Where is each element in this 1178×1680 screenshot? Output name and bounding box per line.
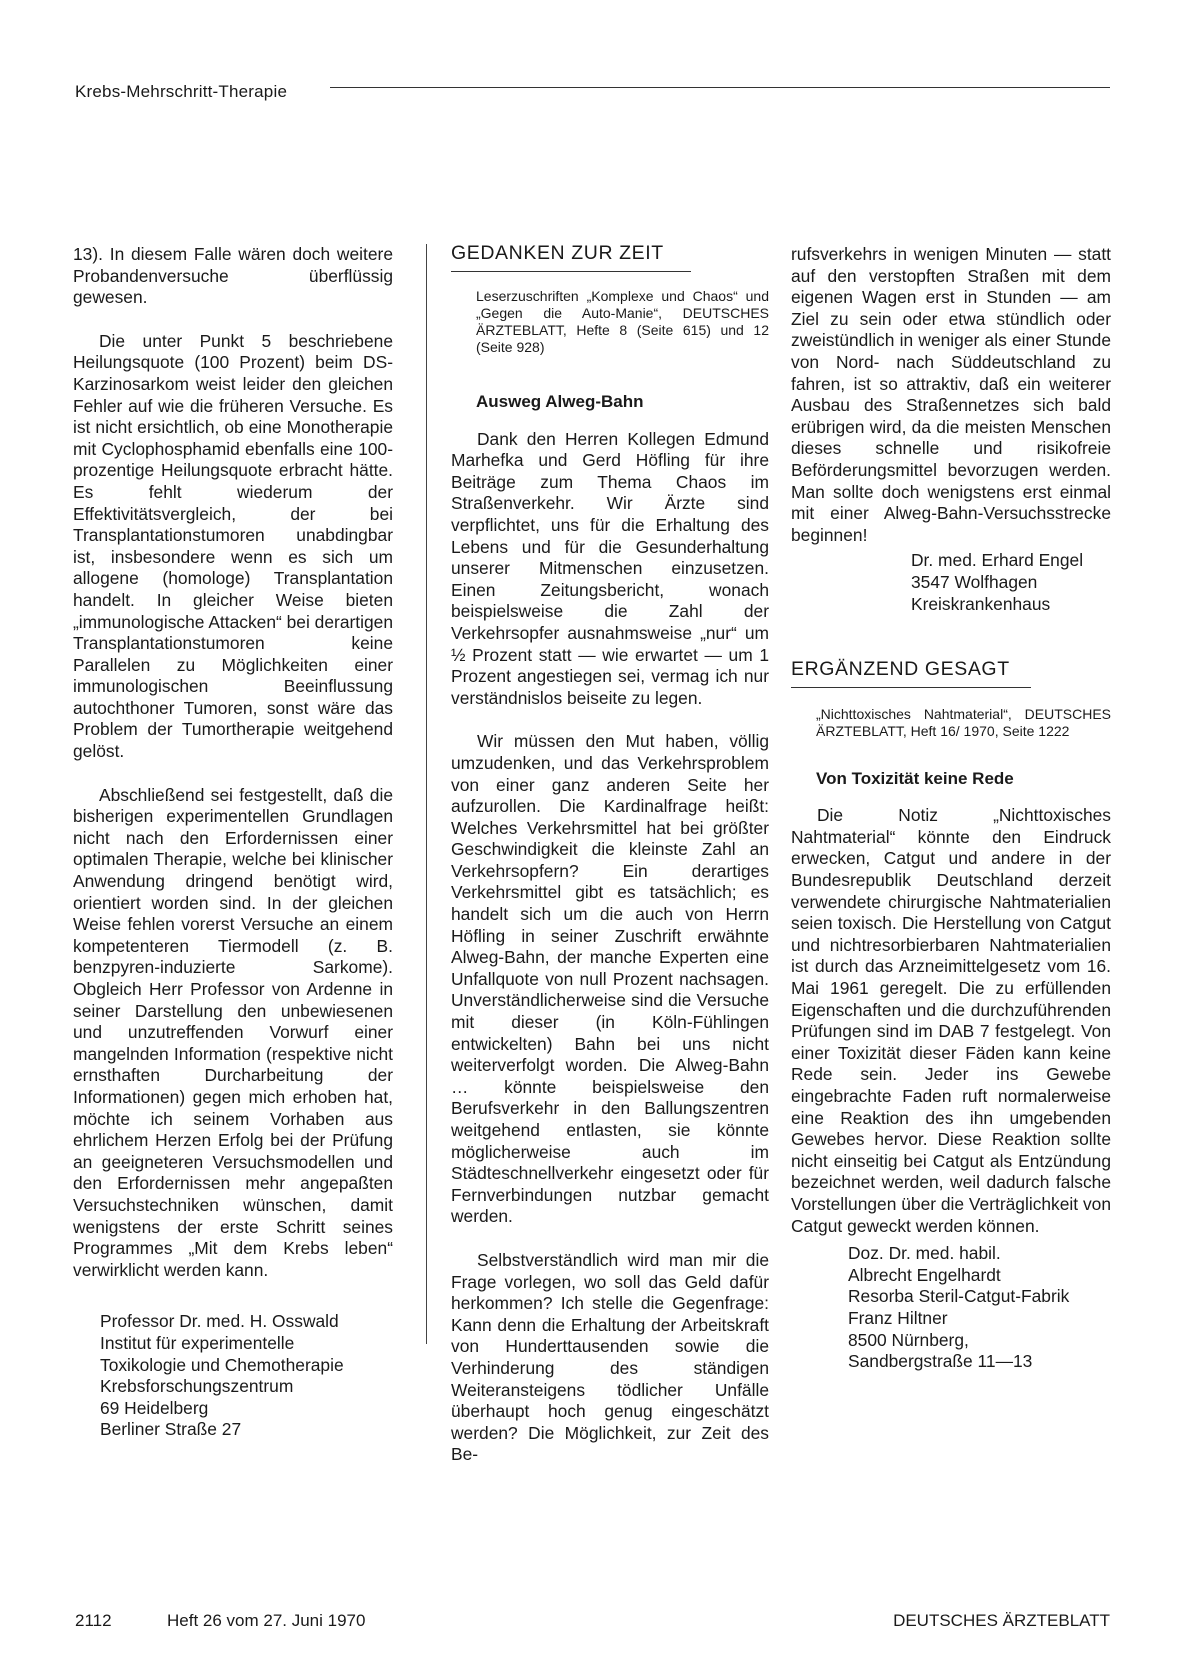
author-signature-osswald xyxy=(73,1311,393,1441)
signature-line: Toxikologie und Chemotherapie xyxy=(100,1354,344,1375)
col3-paragraph: Die Notiz „Nichttoxisches Nahtmaterial“ könnte den Eindruck erwecken, Catgut und andere in der Bundesrepublik Deutschland derzeit verwendete chirurgische Nahtmaterialien seien toxisch. Die Herstellung von Catgut und nichtresorbierbaren Nahtmaterialien ist durch das Arzneimittelgesetz vom 16. Mai 1961 geregelt. Die zu erfüllenden Eigenschaften und die durchzuführenden Prüfungen sind im DAB 7 festgelegt. Von einer Toxizität dieser Fäden kann keine Rede sein. Jeder ins Gewebe eingebrachte Faden ruft normalerweise eine Reaktion des ihn umgebenden Gewebes hervor. Diese Reaktion sollte nicht einseitig bei Catgut als Entzündung bezeichnet werden, weil dadurch falsche Vorstellungen über die Verträglichkeit von Catgut geweckt werden können. xyxy=(791,805,1111,1236)
article-subheading: Ausweg Alweg-Bahn xyxy=(476,392,644,411)
col2-paragraph: Selbstverständlich wird man mir die Frage vorlegen, wo soll das Geld dafür herkommen? Ich stelle die Gegenfrage: Kann denn die Erhaltung der Arbeitskraft von Hunderttausenden sowie die Verhinderung des ständigen Weiteransteigens tödlicher Unfälle überhaupt hoch genug eingeschätzt werden? Die Möglichkeit, zur Zeit des Be- xyxy=(451,1249,769,1465)
signature-line: Institut für experimentelle xyxy=(100,1332,295,1353)
reference-note: „Nichttoxisches Nahtmaterial“, DEUTSCHES ÄRZTEBLATT, Heft 16/ 1970, Seite 1222 xyxy=(816,705,1111,739)
col1-paragraph: Die unter Punkt 5 beschriebene Heilungsquote (100 Prozent) beim DS-Karzinosarkom weist leider den gleichen Fehler auf wie die früheren Versuche. Es ist nicht ersichtlich, ob eine Monotherapie mit Cyclophosphamid ebenfalls eine 100-prozentige Heilungsquote erbracht hätte. Es fehlt wiederum der Effektivitätsvergleich, der bei Transplantationstumoren unabdingbar ist, insbesondere wenn es sich um allogene (homologe) Transplantation handelt. In gleicher Weise bieten „immunologische Attacken“ bei derartigen Transplantationstumoren keine Parallelen zu Möglichkeiten einer immunologischen Beeinflussung autochthoner Tumoren, sonst wäre das Problem der Tumortherapie weitgehend gelöst. xyxy=(73,330,393,762)
signature-line: 8500 Nürnberg, xyxy=(848,1329,969,1350)
article-subheading: Von Toxizität keine Rede xyxy=(816,768,1014,788)
col3-paragraph: rufsverkehrs in wenigen Minuten — statt auf den verstopften Straßen mit dem eigenen Wagen erst in Stunden — am Ziel zu sein oder etwa stündlich oder zweistündlich in weniger als einer Stunde von Nord- nach Süddeutschland zu fahren, ist so attraktiv, daß ein weiterer Ausbau des Straßennetzes sich bald erübrigen wird, da die meisten Menschen dieses schnelle und risikofreie Beförderungsmittel bevorzugen werden. Man sollte doch wenigstens erst einmal mit einer Alweg-Bahn-Versuchsstrecke beginnen! xyxy=(791,244,1111,545)
author-signature-engel xyxy=(791,550,1111,615)
page-number: 2112 xyxy=(75,1611,112,1630)
column-divider xyxy=(426,244,427,1344)
col1-paragraph: 13). In diesem Falle wären doch weitere Probandenversuche überflüssig gewesen. xyxy=(73,244,393,308)
signature-line: Franz Hiltner xyxy=(848,1307,948,1328)
signature-line: Resorba Steril-Catgut-Fabrik xyxy=(848,1286,1070,1307)
running-header: Krebs-Mehrschritt-Therapie xyxy=(75,82,288,101)
signature-line: Dr. med. Erhard Engel xyxy=(911,550,1084,571)
col2-paragraph: Wir müssen den Mut haben, völlig umzudenken, und das Verkehrsproblem von einer ganz anderen Seite her aufzurollen. Die Kardinalfrage heißt: Welches Verkehrsmittel hat bei größter Geschwindigkeit die kleinste Zahl an Verkehrsopfern? Ein derartiges Verkehrsmittel gibt es tatsächlich; es handelt sich um die auch von Herrn Höfling in seiner Zuschrift erwähnte Alweg-Bahn, der manche Experten eine Unfallquote von null Prozent nachsagen. Unverständlicherweise sind die Versuche mit dieser (in Köln-Fühlingen entwickelten) Bahn bei uns nicht weiterverfolgt worden. Die Alweg-Bahn … könnte beispielsweise den Berufsverkehr in den Ballungszentren weitgehend entlasten, sie könnte möglicherweise auch im Städteschnellverkehr eingesetzt oder für Fernverbindungen nutzbar gemacht werden. xyxy=(451,731,769,1227)
section-title-gedanken: GEDANKEN ZUR ZEIT xyxy=(451,242,664,264)
section-rule xyxy=(791,687,1031,688)
signature-line: Albrecht Engelhardt xyxy=(848,1264,1001,1285)
column-1 xyxy=(73,244,393,1441)
col2-paragraph: Dank den Herren Kollegen Edmund Marhefka und Gerd Höfling für ihre Beiträge zum Thema Chaos im Straßenverkehr. Wir Ärzte sind verpflichtet, uns für die Erhaltung des Lebens und für die Gesunderhaltung unserer Mitmenschen einzusetzen. Einen Zeitungsbericht, wonach beispielsweise die Zahl der Verkehrsopfer ausnahmsweise „nur“ um ½ Prozent statt — wie erwartet — um 1 Prozent angestiegen sei, vermag ich nur verständnislos beiseite zu legen. xyxy=(451,428,769,708)
col1-paragraph: Abschließend sei festgestellt, daß die bisherigen experimentellen Grundlagen nicht nach den Erfordernissen einer optimalen Therapie, welche bei klinischer Anwendung dringend benötigt wird, orientiert worden sind. In der gleichen Weise fehlen vorerst Versuche an einem kompetenteren Tiermodell (z. B. benzpyren-induzierte Sarkome). Obgleich Herr Professor von Ardenne in seiner Darstellung den unbewiesenen und unzutreffenden Vorwurf einer mangelnden Information (respektive nicht ernsthaften Durcharbeitung der Informationen) gegen mich erhoben hat, möchte ich seinem Vorhaben aus ehrlichem Herzen Erfolg bei der Prüfung an geeigneteren Versuchsmodellen und den Erfordernissen mehr angepaßten Versuchstechniken wünschen, damit wenigstens der erste Schritt seines Programmes „Mit dem Krebs leben“ verwirklicht werden kann. xyxy=(73,784,393,1280)
signature-line: Berliner Straße 27 xyxy=(100,1419,242,1440)
author-signature-engelhardt xyxy=(791,1243,1111,1373)
signature-line: Sandbergstraße 11—13 xyxy=(848,1351,1033,1372)
journal-name: DEUTSCHES ÄRZTEBLATT xyxy=(893,1611,1110,1630)
signature-line: 3547 Wolfhagen xyxy=(911,571,1038,592)
issue-info: Heft 26 vom 27. Juni 1970 xyxy=(167,1611,366,1630)
signature-line: Doz. Dr. med. habil. xyxy=(848,1243,1001,1264)
signature-line: Kreiskrankenhaus xyxy=(911,593,1051,614)
reference-note: Leserzuschriften „Komplexe und Chaos“ und „Gegen die Auto-Manie“, DEUTSCHES ÄRZTEBLATT, Hefte 8 (Seite 615) und 12 (Seite 928) xyxy=(476,288,769,355)
signature-line: Krebsforschungszentrum xyxy=(100,1376,294,1397)
column-3 xyxy=(791,244,1111,1373)
signature-line: 69 Heidelberg xyxy=(100,1397,209,1418)
header-rule xyxy=(330,87,1110,88)
signature-line: Professor Dr. med. H. Osswald xyxy=(100,1311,339,1332)
section-title-ergaenzend: ERGÄNZEND GESAGT xyxy=(791,658,1010,681)
section-rule xyxy=(451,271,691,272)
column-2 xyxy=(451,280,769,1466)
